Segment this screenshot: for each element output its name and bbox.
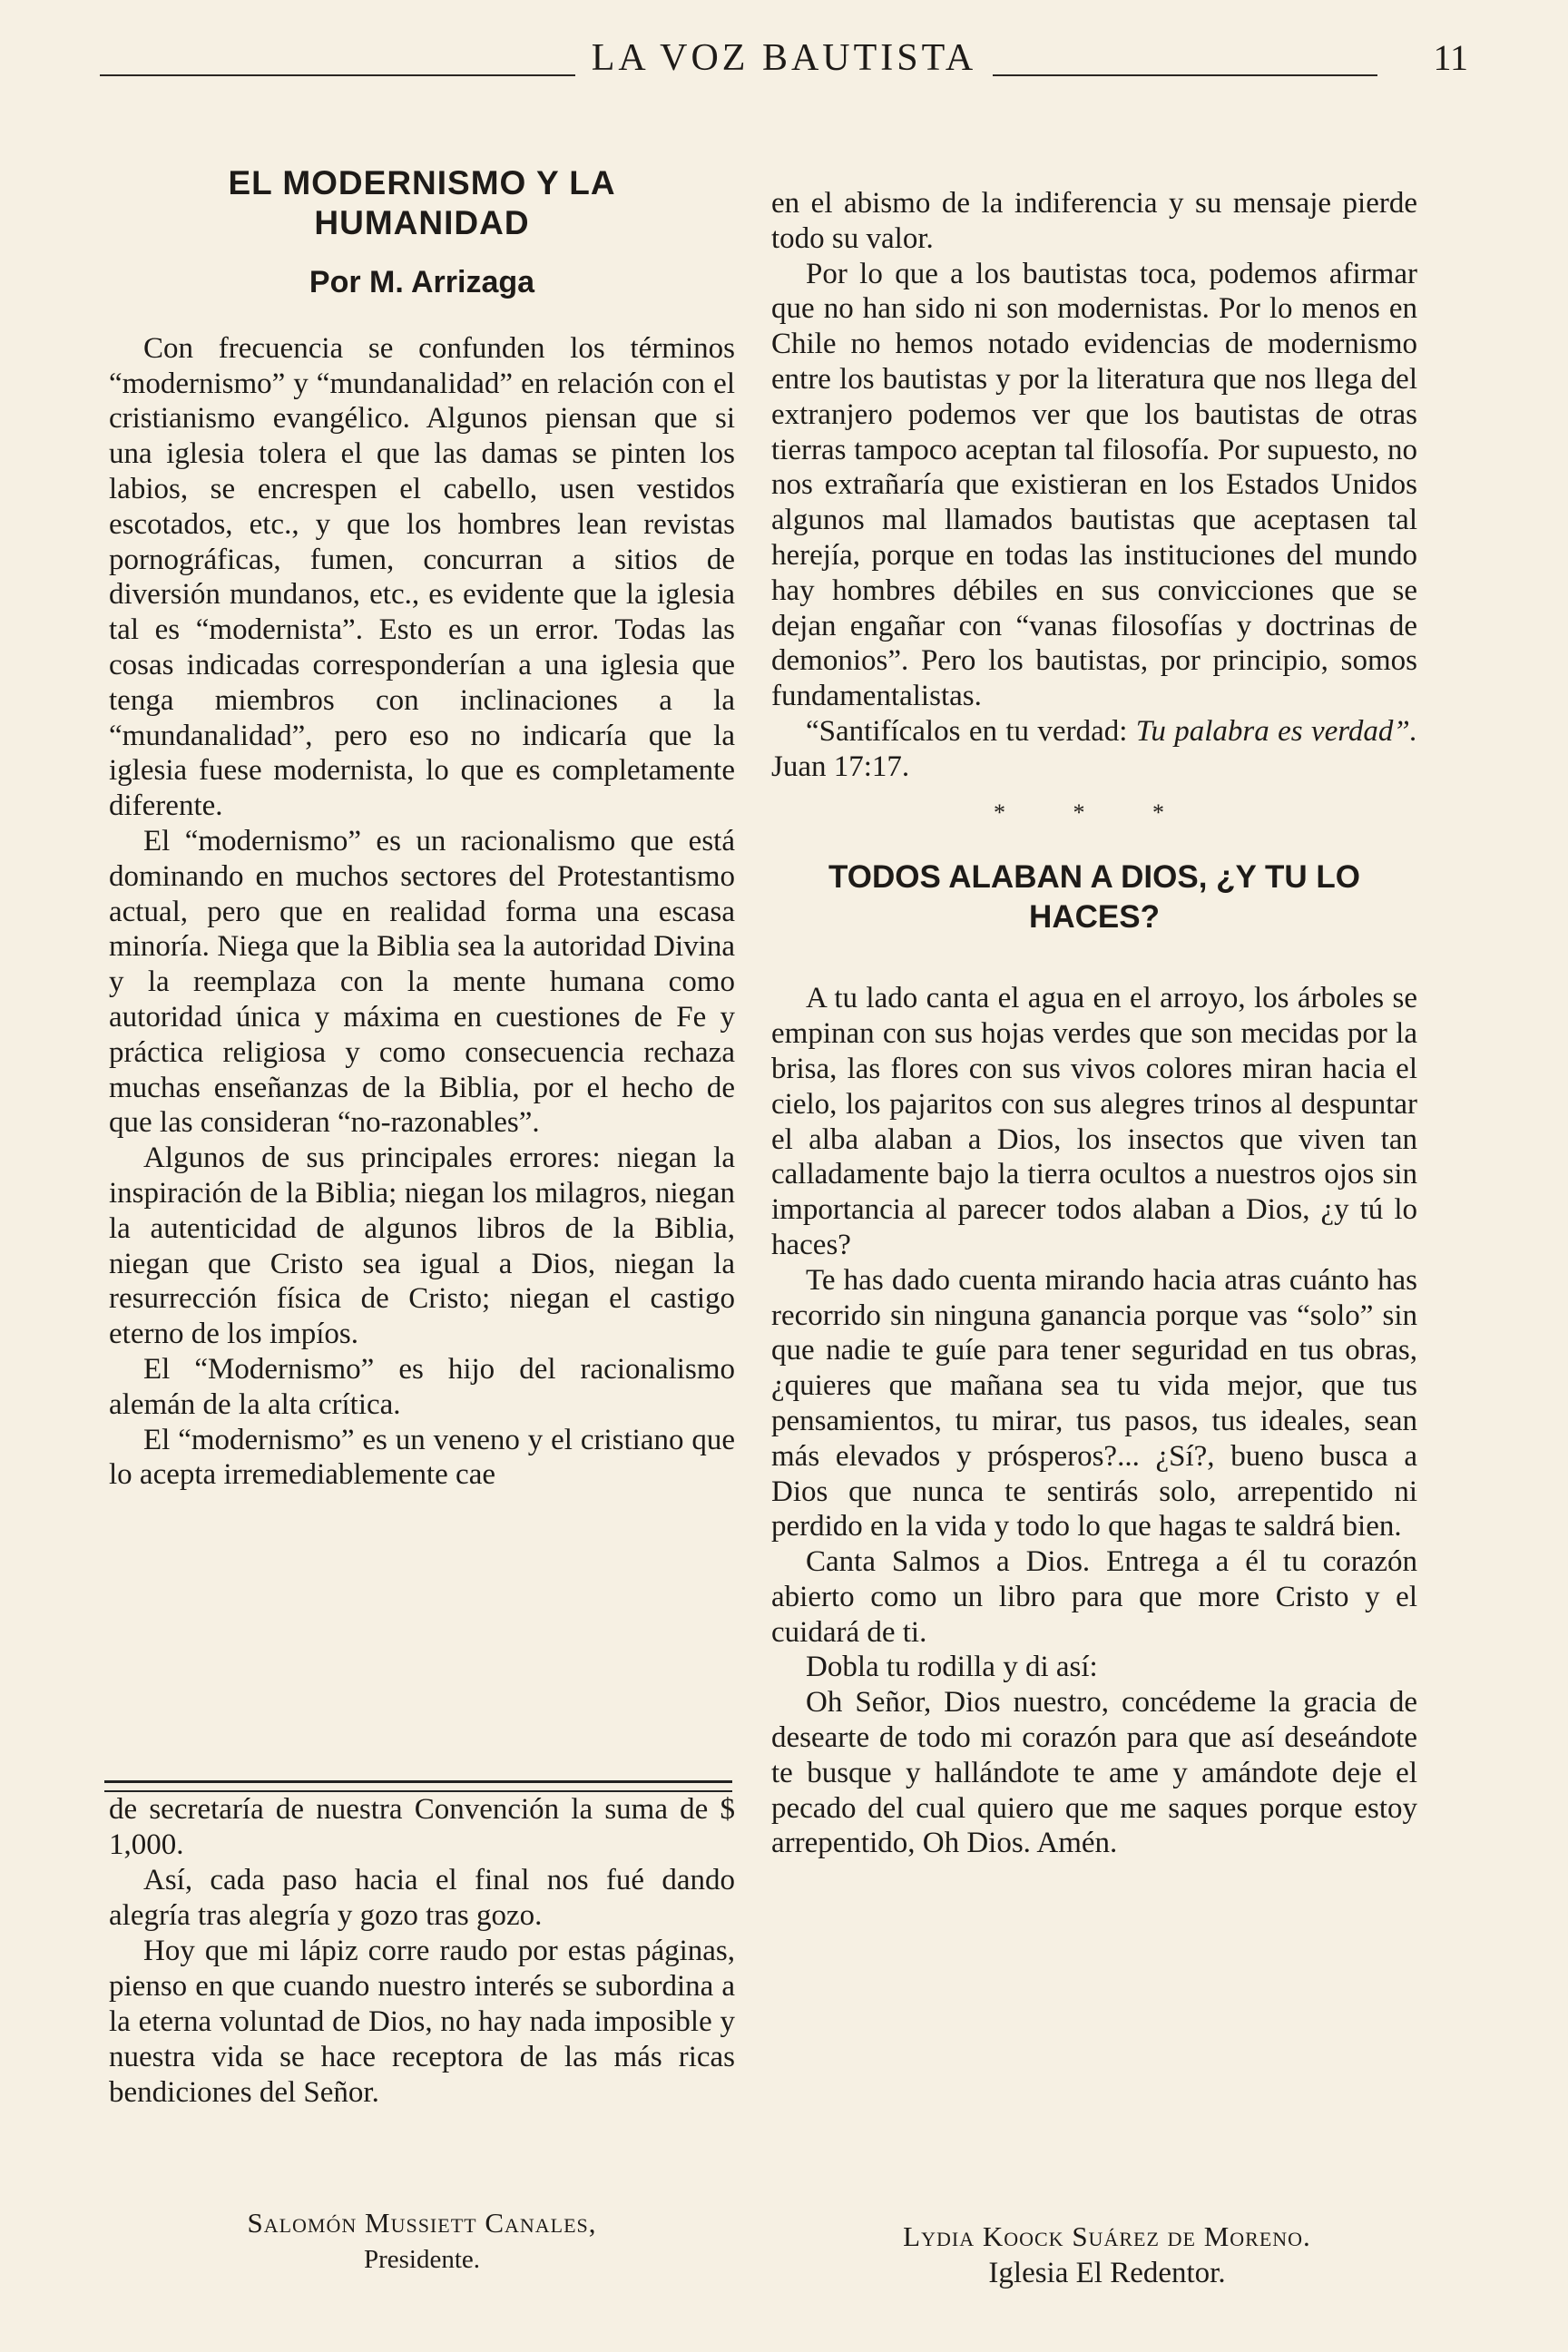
closing-quote	[771, 714, 1417, 785]
separator-stars: * * *	[994, 799, 1195, 826]
paragraph: Algunos de sus principales errores: niegan la inspiración de la Biblia; niegan los milagros, niegan la autenticidad de algunos libros de la Biblia, niegan que Cristo sea igual a Dios, niegan la resurrección física de Cristo; niegan el castigo eterno de los impíos.	[109, 1142, 735, 1351]
paragraph: en el abismo de la indiferencia y su mensaje pierde todo su valor.	[771, 187, 1417, 255]
paragraph: Por lo que a los bautistas toca, podemos afirmar que no han sido ni son modernistas. Por lo menos en Chile no hemos notado evidencias de modernismo entre los bautistas y por la literatura que nos llega del extranjero podemos ver que los bautistas de otras tierras tampoco aceptan tal filosofía. Por supuesto, no nos extrañaría que existieran en los Estados Unidos algunos mal llamados bautistas que aceptasen tal herejía, porque en todas las instituciones del mundo hay hombres débiles en sus convicciones que se dejan engañar con “vanas filosofías y doctrinas de demonios”. Pero los bautistas, por principio, somos fundamentalistas.	[771, 257, 1417, 713]
running-header	[100, 36, 1468, 100]
paragraph: A tu lado canta el agua en el arroyo, los árboles se empinan con sus hojas verdes que son mecidas por la brisa, las flores con sus vivos colores miran hacia el cielo, los pajaritos con sus alegres trinos al despuntar el alba alaban a Dios, los insectos que viven tan calladamente bajo la tierra ocultos a nuestros ojos sin importancia al parecer todos alaban a Dios, ¿y tú lo haces?	[771, 982, 1417, 1261]
paragraph: Te has dado cuenta mirando hacia atras cuánto has recorrido sin ninguna ganancia porque vas “solo” sin que nadie te guíe para tener seguridad en tus obras, ¿quieres que mañana sea tu vida mejor, que tus pensamientos, tu mirar, tus pasos, tus ideales, sean más elevados y prósperos?... ¿Sí?, bueno busca a Dios que nunca te sentirás solo, arrepentido ni perdido en la vida y todo lo que hagas te saldrá bien.	[771, 1263, 1417, 1544]
quote-italic: Tu palabra es verdad”.	[1135, 714, 1417, 748]
article-title-line: EL MODERNISMO Y LA	[228, 164, 616, 201]
paragraph: Dobla tu rodilla y di así:	[806, 1651, 1098, 1684]
quote-reference: Juan 17:17.	[771, 750, 910, 783]
publication-title: LA VOZ BAUTISTA	[100, 36, 1468, 80]
signature-name: Lydia Koock Suárez de Moreno.	[903, 2220, 1311, 2252]
article-title-line: HACES?	[1029, 899, 1160, 936]
paragraph: El “modernismo” es un veneno y el cristiano que lo acepta irremediablemente cae	[109, 1423, 735, 1492]
signature-church: Iglesia El Redentor.	[988, 2257, 1226, 2289]
paragraph: Hoy que mi lápiz corre raudo por estas páginas, pienso en que cuando nuestro interés se subordina a la eterna voluntad de Dios, no hay nada imposible y nuestra vida se hace receptora de las más ricas bendiciones del Señor.	[109, 1935, 735, 2109]
article2-signature	[780, 2219, 1434, 2291]
letter-fragment	[109, 1792, 735, 2111]
paragraph: de secretaría de nuestra Convención la suma de $ 1,000.	[109, 1793, 735, 1861]
signature-role: Presidente.	[363, 2245, 481, 2274]
right-column	[771, 186, 1417, 1861]
left-column	[109, 163, 735, 1493]
quote-text: “Santifícalos en tu verdad:	[806, 714, 1136, 748]
paragraph: Con frecuencia se confunden los términos “modernismo” y “mundanalidad” en relación con el cristianismo evangélico. Algunos piensan que si una iglesia tolera el que las damas se pinten los labios, se encrespen el cabello, usen vestidos escotados, etc., y que los hombres lean revistas pornográficas, fumen, concurran a sitios de diversión mundanos, etc., es evidente que la iglesia tal es “modernista”. Esto es un error. Todas las cosas indicadas corresponderían a una iglesia que tenga miembros con inclinaciones a la “mundanalidad”, pero eso no indicaría que la iglesia fuese modernista, lo que es completamente diferente.	[109, 331, 735, 823]
article-title-todos-alaban	[771, 858, 1417, 937]
article-title-line: HUMANIDAD	[314, 204, 530, 241]
paragraph: Así, cada paso hacia el final nos fué dando alegría tras alegría y gozo tras gozo.	[109, 1864, 735, 1932]
paragraph: El “modernismo” es un racionalismo que está dominando en muchos sectores del Protestantismo actual, pero que en realidad forma una escasa minoría. Niega que la Biblia sea la autoridad Divina y la reemplaza con la mente humana como autoridad única y máxima en cuestiones de Fe y práctica religiosa y como consecuencia rechaza muchas enseñanzas de la Biblia, por el hecho de que las consideran “no-razonables”.	[109, 824, 735, 1140]
paragraph: El “Modernismo” es hijo del racionalismo alemán de la alta crítica.	[109, 1352, 735, 1421]
paragraph: Oh Señor, Dios nuestro, concédeme la gracia de desearte de todo mi corazón para que así deseándote te busque y hallándote te ame y amándote deje el pecado del cual quiero que me saques porque estoy arrepentido, Oh Dios. Amén.	[771, 1686, 1417, 1860]
article-title-modernismo	[109, 163, 735, 243]
article-byline: Por M. Arrizaga	[309, 265, 535, 299]
article-title-line: TODOS ALABAN A DIOS, ¿Y TU LO	[828, 859, 1360, 896]
page-number: 11	[1433, 37, 1468, 78]
paragraph: Canta Salmos a Dios. Entrega a él tu corazón abierto como un libro para que more Cristo y el cuidará de ti.	[771, 1545, 1417, 1649]
letter-signature	[109, 2205, 735, 2278]
signature-name: Salomón Mussiett Canales,	[247, 2207, 597, 2239]
section-divider	[104, 1780, 732, 1792]
